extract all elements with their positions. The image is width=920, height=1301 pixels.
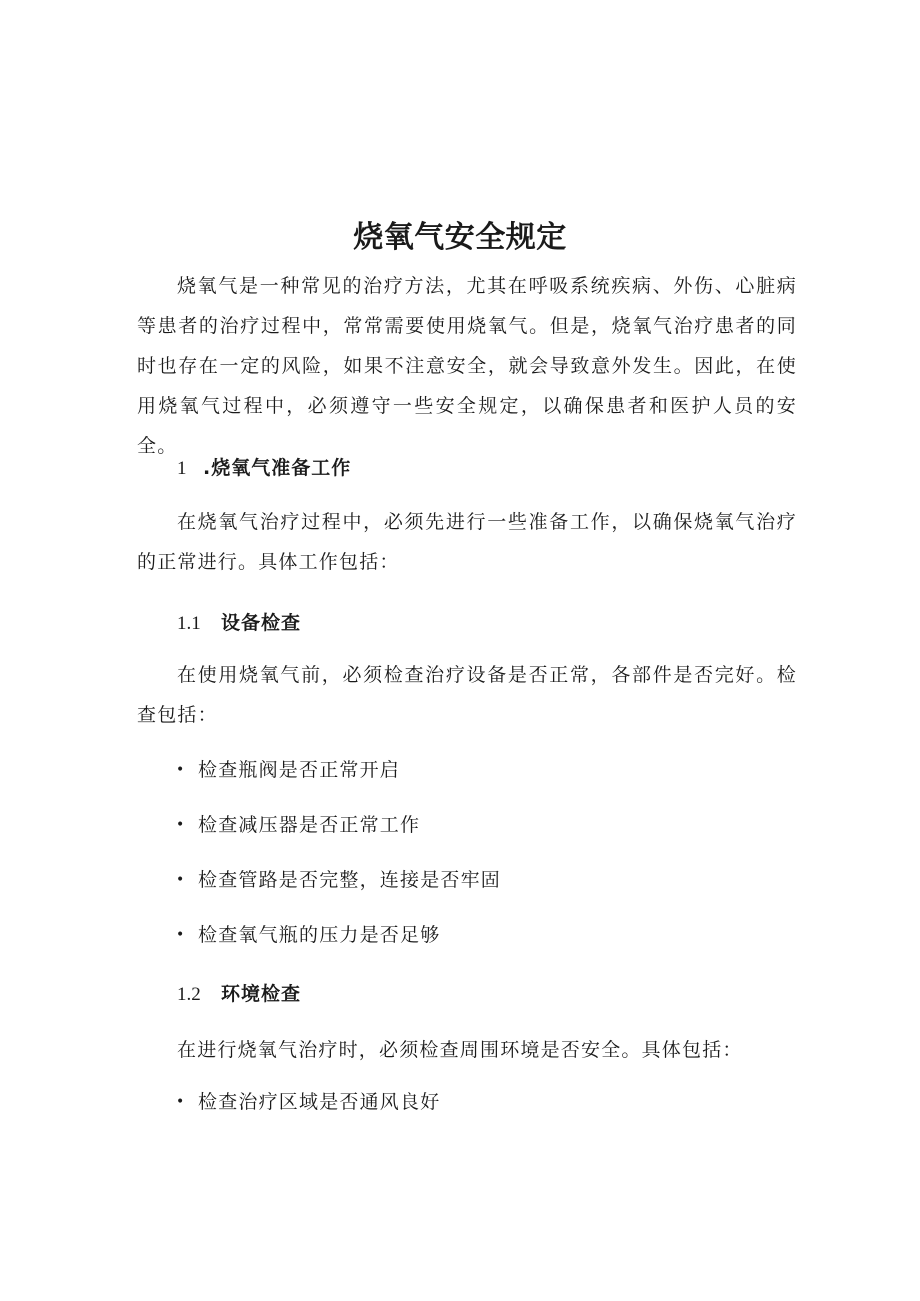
list-item-text: 检查管路是否完整，连接是否牢固 — [198, 869, 502, 891]
section-number: 1 — [177, 458, 187, 479]
section-label: 环境检查 — [221, 983, 302, 1005]
section-heading-1 — [177, 453, 351, 484]
list-item-text: 检查减压器是否正常工作 — [198, 814, 421, 836]
list-item — [176, 920, 440, 950]
list-item — [176, 865, 501, 895]
section-heading-1-2 — [177, 979, 301, 1010]
page-title: 烧氧气安全规定 — [353, 220, 567, 255]
bullet-icon: • — [176, 762, 186, 778]
section-1-1-paragraph: 在使用烧氧气前，必须检查治疗设备是否正常，各部件是否完好。检查包括： — [137, 664, 797, 726]
section-number: 1.2 — [177, 984, 201, 1005]
section-1-paragraph: 在烧氧气治疗过程中，必须先进行一些准备工作，以确保烧氧气治疗的正常进行。具体工作包括： — [137, 511, 797, 573]
section-number: 1.1 — [177, 613, 201, 634]
list-item-text: 检查治疗区域是否通风良好 — [198, 1091, 441, 1113]
list-item-text: 检查瓶阀是否正常开启 — [198, 759, 401, 781]
list-item — [176, 810, 420, 840]
intro-paragraph: 烧氧气是一种常见的治疗方法，尤其在呼吸系统疾病、外伤、心脏病等患者的治疗过程中，常常需要使用烧氧气。但是，烧氧气治疗患者的同时也存在一定的风险，如果不注意安全，就会导致意外发生。因此，在使用烧氧气过程中，必须遵守一些安全规定，以确保患者和医护人员的安全。 — [137, 275, 797, 457]
bullet-icon: • — [176, 817, 186, 833]
section-1-2-paragraph: 在进行烧氧气治疗时，必须检查周围环境是否安全。具体包括： — [177, 1039, 743, 1061]
section-heading-1-1 — [177, 608, 301, 639]
list-item-text: 检查氧气瓶的压力是否足够 — [198, 924, 441, 946]
bullet-icon: • — [176, 872, 186, 888]
list-item — [176, 755, 400, 785]
section-label: .烧氧气准备工作 — [203, 457, 352, 479]
bullet-icon: • — [176, 927, 186, 943]
list-item — [176, 1087, 440, 1117]
section-label: 设备检查 — [221, 612, 302, 634]
bullet-icon: • — [176, 1094, 186, 1110]
